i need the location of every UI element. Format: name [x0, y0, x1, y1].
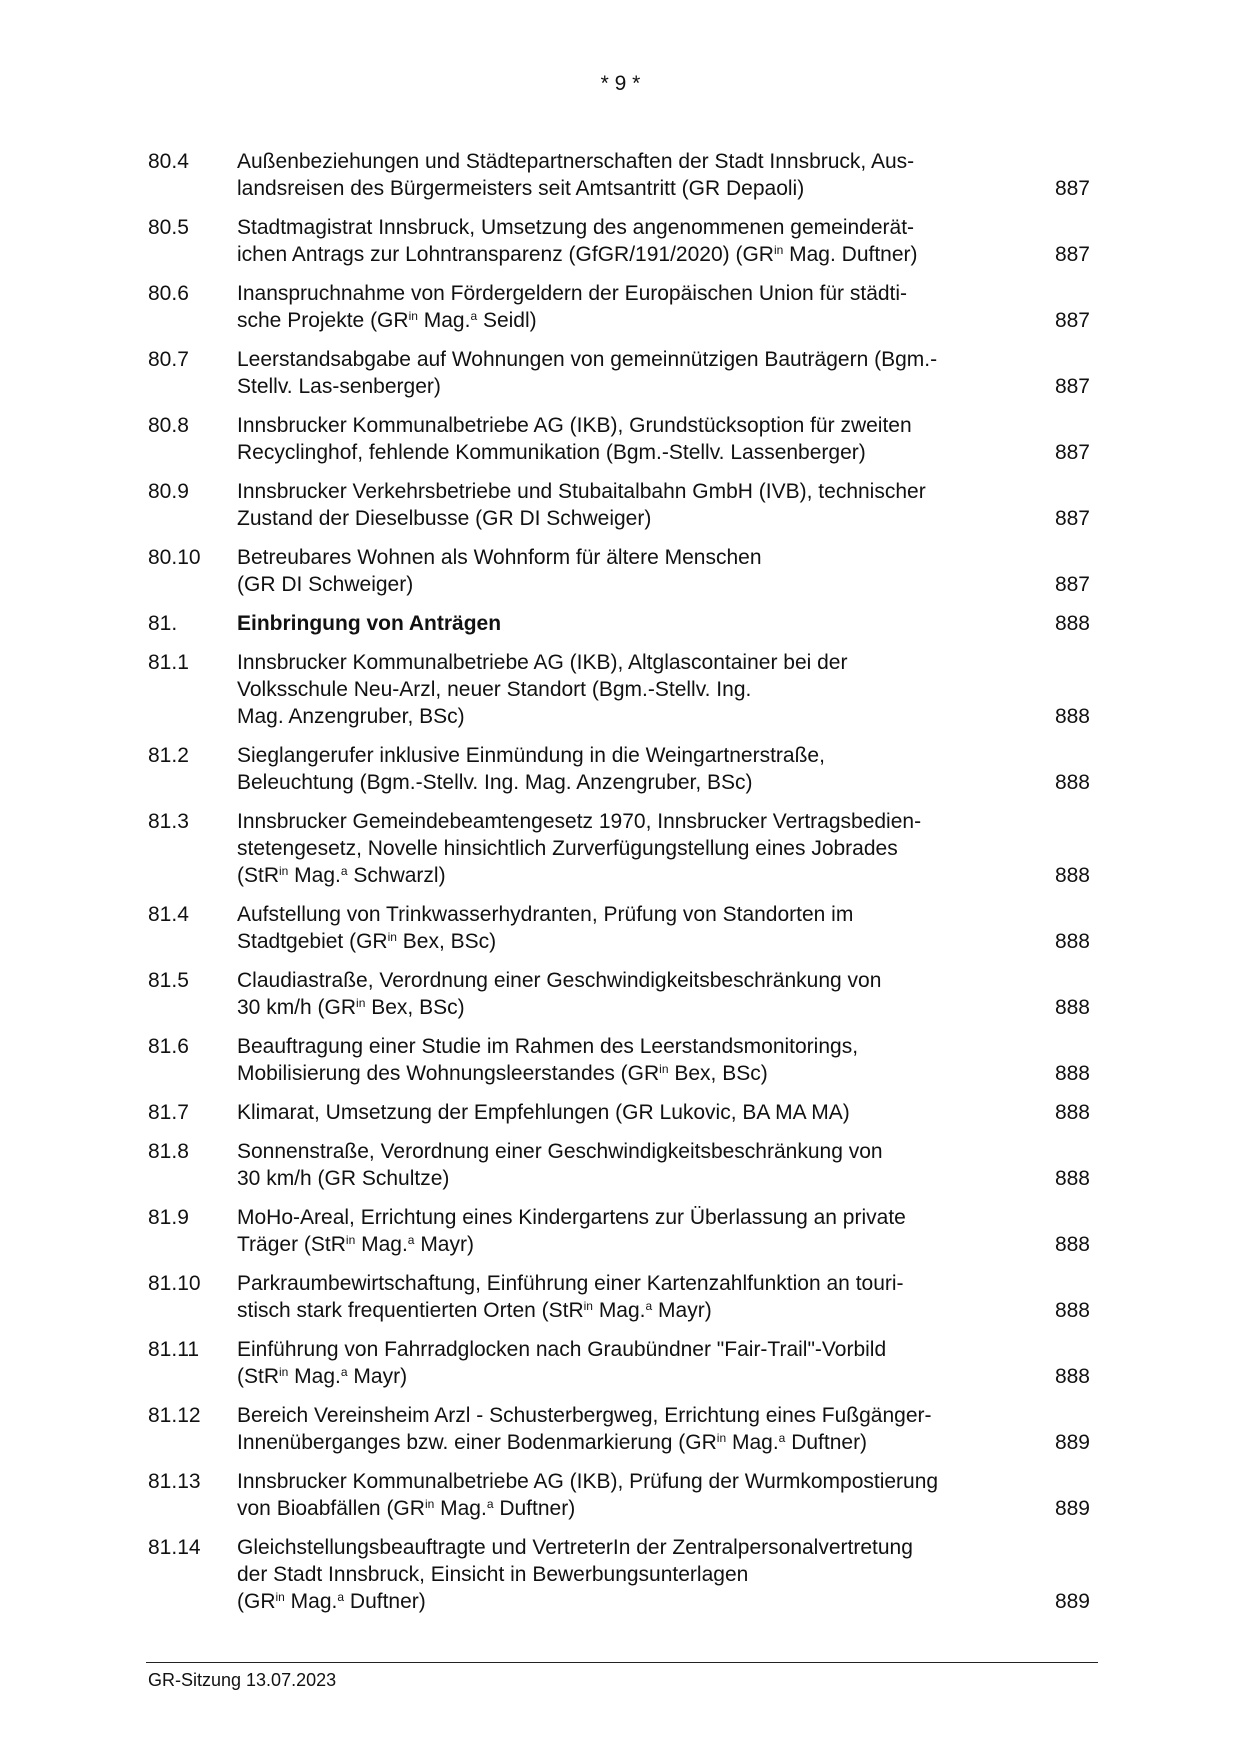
- title-superscript: a: [470, 309, 478, 323]
- toc-entry-title-line: [237, 808, 1030, 835]
- title-text: MoHo-Areal, Errichtung eines Kindergartens zur Überlassung an private: [237, 1206, 906, 1229]
- toc-entry-title-line: [237, 505, 1030, 532]
- toc-entry-title-line: [237, 1270, 1030, 1297]
- title-text: Bex, BSc): [365, 996, 465, 1019]
- title-superscript: in: [773, 243, 784, 257]
- title-text: Beauftragung einer Studie im Rahmen des Leerstandsmonitorings,: [237, 1035, 859, 1058]
- title-text: Mag.: [284, 1590, 338, 1613]
- title-text: Leerstandsabgabe auf Wohnungen von gemeinnützigen Bauträgern (Bgm.-: [237, 348, 938, 371]
- table-of-contents: [148, 148, 1090, 1627]
- toc-entry-title-line: [237, 1534, 1030, 1561]
- toc-entry-number: 81.4: [148, 903, 189, 926]
- toc-entry-title-line: [237, 373, 1030, 400]
- toc-entry-title-line: [237, 478, 1030, 505]
- title-text: Mayr): [414, 1233, 474, 1256]
- toc-entry-number: 80.8: [148, 414, 189, 437]
- toc-entry: [148, 1534, 1090, 1615]
- title-text: Bex, BSc): [668, 1062, 768, 1085]
- title-superscript: in: [424, 1497, 435, 1511]
- toc-entry-title: [237, 967, 1030, 1021]
- title-text: Beleuchtung (Bgm.-Stellv. Ing. Mag. Anzengruber, BSc): [237, 771, 753, 794]
- toc-entry-title-line: [237, 1099, 1030, 1126]
- toc-entry-title: [237, 1099, 1030, 1126]
- title-text: (GR: [237, 1590, 276, 1613]
- title-text: Mag.: [726, 1431, 779, 1454]
- toc-entry-title: [237, 478, 1030, 532]
- toc-entry-page: 888: [1054, 1365, 1090, 1388]
- toc-entry-number: 81.7: [148, 1101, 189, 1124]
- toc-entry-title-line: [237, 1429, 1030, 1456]
- toc-entry-page: 887: [1054, 243, 1090, 266]
- toc-entry-title: [237, 1033, 1030, 1087]
- toc-entry-title-line: [237, 1138, 1030, 1165]
- toc-entry-page: 888: [1054, 864, 1090, 887]
- toc-entry-title-line: [237, 241, 1030, 268]
- title-text: Innsbrucker Gemeindebeamtengesetz 1970, Innsbrucker Vertragsbedien-: [237, 810, 922, 833]
- toc-entry-title-line: [237, 862, 1030, 889]
- toc-entry-title-line: [237, 901, 1030, 928]
- title-text: (StR: [237, 864, 279, 887]
- title-text: stisch stark frequentierten Orten (StR: [237, 1299, 584, 1322]
- toc-entry: [148, 967, 1090, 1021]
- toc-entry-title: [237, 1336, 1030, 1390]
- toc-entry-title-line: [237, 742, 1030, 769]
- title-superscript: in: [275, 1590, 285, 1604]
- toc-entry-title-line: [237, 649, 1030, 676]
- title-text: Mag. Duftner): [783, 243, 918, 266]
- toc-entry-page: 888: [1054, 996, 1090, 1019]
- title-text: Claudiastraße, Verordnung einer Geschwindigkeitsbeschränkung von: [237, 969, 882, 992]
- title-text: Duftner): [493, 1497, 576, 1520]
- title-text: Stellv. Las-senberger): [237, 375, 441, 398]
- toc-entry-page: 888: [1054, 1062, 1090, 1085]
- toc-entry-title-line: [237, 1468, 1030, 1495]
- title-superscript: in: [356, 996, 366, 1010]
- toc-entry-title-line: [237, 307, 1030, 334]
- toc-entry-title-line: [237, 148, 1030, 175]
- toc-entry-title-line: [237, 280, 1030, 307]
- toc-entry-page: 887: [1054, 573, 1090, 596]
- toc-entry-title-line: [237, 439, 1030, 466]
- title-text: Zustand der Dieselbusse (GR DI Schweiger): [237, 507, 652, 530]
- toc-entry-title-line: [237, 928, 1030, 955]
- toc-entry-page: 889: [1054, 1590, 1090, 1613]
- toc-entry-page: 888: [1054, 612, 1090, 635]
- title-superscript: a: [645, 1299, 653, 1313]
- title-text: Innenüberganges bzw. einer Bodenmarkierung (GR: [237, 1431, 717, 1454]
- title-text: Einführung von Fahrradglocken nach Graubündner "Fair-Trail"-Vorbild: [237, 1338, 887, 1361]
- toc-entry: [148, 544, 1090, 598]
- toc-entry-title-line: [237, 1060, 1030, 1087]
- footer-session-date: GR-Sitzung 13.07.2023: [148, 1670, 337, 1690]
- title-text: Betreubares Wohnen als Wohnform für ältere Menschen: [237, 546, 762, 569]
- toc-entry-title: [237, 901, 1030, 955]
- title-text: Bereich Vereinsheim Arzl - Schusterbergweg, Errichtung eines Fußgänger-: [237, 1404, 932, 1427]
- title-text: Mag.: [288, 1365, 341, 1388]
- toc-entry-title: [237, 742, 1030, 796]
- title-text: Aufstellung von Trinkwasserhydranten, Prüfung von Standorten im: [237, 903, 854, 926]
- title-text: Träger (StR: [237, 1233, 346, 1256]
- title-text: Mag.: [288, 864, 341, 887]
- toc-entry-title: [237, 1138, 1030, 1192]
- toc-entry-number: 81.12: [148, 1404, 201, 1427]
- toc-entry-page: 888: [1054, 1233, 1090, 1256]
- toc-entry-title-line: [237, 214, 1030, 241]
- title-superscript: a: [407, 1233, 415, 1247]
- toc-entry: [148, 478, 1090, 532]
- toc-entry-number: 80.10: [148, 546, 201, 569]
- title-text: Gleichstellungsbeauftragte und VertreterIn der Zentralpersonalvertretung: [237, 1536, 913, 1559]
- toc-entry-title-line: [237, 571, 1030, 598]
- toc-entry-number: 80.7: [148, 348, 189, 371]
- toc-entry-title: [237, 148, 1030, 202]
- toc-entry-number: 80.6: [148, 282, 189, 305]
- toc-entry-number: 81.: [148, 612, 178, 635]
- title-superscript: a: [486, 1497, 494, 1511]
- title-text: Klimarat, Umsetzung der Empfehlungen (GR Lukovic, BA MA MA): [237, 1101, 850, 1124]
- toc-entry-title: [237, 808, 1030, 889]
- title-superscript: a: [340, 864, 348, 878]
- toc-entry: [148, 649, 1090, 730]
- title-text: von Bioabfällen (GR: [237, 1497, 425, 1520]
- title-text: Mobilisierung des Wohnungsleerstandes (GR: [237, 1062, 660, 1085]
- page-number: * 9 *: [600, 72, 641, 95]
- title-text: sche Projekte (GR: [237, 309, 409, 332]
- title-text: Innsbrucker Kommunalbetriebe AG (IKB), Prüfung der Wurmkompostierung: [237, 1470, 939, 1493]
- toc-entry-title-line: [237, 544, 1030, 571]
- title-text: der Stadt Innsbruck, Einsicht in Bewerbungsunterlagen: [237, 1563, 749, 1586]
- toc-entry-number: 81.13: [148, 1470, 201, 1493]
- toc-entry-number: 81.11: [148, 1338, 199, 1361]
- toc-entry-page: 887: [1054, 441, 1090, 464]
- toc-entry-title: [237, 346, 1030, 400]
- toc-entry-number: 81.2: [148, 744, 189, 767]
- toc-entry-title-line: [237, 676, 1030, 703]
- title-text: 30 km/h (GR: [237, 996, 357, 1019]
- toc-entry-number: 81.9: [148, 1206, 189, 1229]
- title-text: Seidl): [477, 309, 537, 332]
- title-superscript: a: [340, 1365, 348, 1379]
- toc-entry-page: 888: [1054, 1167, 1090, 1190]
- toc-entry-title: [237, 214, 1030, 268]
- toc-entry-title-line: [237, 1297, 1030, 1324]
- toc-entry-title-line: [237, 1204, 1030, 1231]
- toc-entry-title-line: [237, 835, 1030, 862]
- title-text: Mag. Anzengruber, BSc): [237, 705, 465, 728]
- title-text: Sieglangerufer inklusive Einmündung in die Weingartnerstraße,: [237, 744, 825, 767]
- title-text: Schwarzl): [347, 864, 446, 887]
- title-superscript: in: [387, 930, 397, 944]
- toc-entry: [148, 1336, 1090, 1390]
- toc-entry-title: [237, 544, 1030, 598]
- title-text: Mag.: [417, 309, 471, 332]
- toc-entry-title: [237, 610, 1030, 637]
- title-text: Inanspruchnahme von Fördergeldern der Europäischen Union für städti-: [237, 282, 908, 305]
- toc-entry: [148, 412, 1090, 466]
- toc-entry-number: 81.14: [148, 1536, 201, 1559]
- toc-entry-title: [237, 412, 1030, 466]
- toc-entry-number: 80.9: [148, 480, 189, 503]
- toc-entry-title-line: [237, 769, 1030, 796]
- toc-entry-number: 81.1: [148, 651, 189, 674]
- toc-entry-title-line: [237, 1231, 1030, 1258]
- title-text: ichen Antrags zur Lohntransparenz (GfGR/191/2020) (GR: [237, 243, 774, 266]
- title-text: Mag.: [592, 1299, 646, 1322]
- title-superscript: in: [716, 1431, 727, 1445]
- toc-entry: [148, 1138, 1090, 1192]
- toc-entry-title-line: [237, 1363, 1030, 1390]
- title-superscript: in: [408, 309, 418, 323]
- toc-entry-title-line: [237, 1588, 1030, 1615]
- toc-entry-page: 888: [1054, 771, 1090, 794]
- title-text: Mayr): [347, 1365, 408, 1388]
- toc-entry-number: 81.10: [148, 1272, 201, 1295]
- title-text: Stadtgebiet (GR: [237, 930, 388, 953]
- title-superscript: in: [279, 864, 289, 878]
- toc-entry-page: 888: [1054, 930, 1090, 953]
- toc-entry-page: 887: [1054, 375, 1090, 398]
- title-text: Stadtmagistrat Innsbruck, Umsetzung des angenommenen gemeinderät-: [237, 216, 915, 239]
- title-text: landsreisen des Bürgermeisters seit Amtsantritt (GR Depaoli): [237, 177, 805, 200]
- title-text: stetengesetz, Novelle hinsichtlich Zurverfügungstellung eines Jobrades: [237, 837, 898, 860]
- toc-entry-page: 887: [1054, 507, 1090, 530]
- title-text: (GR DI Schweiger): [237, 573, 414, 596]
- title-text: Volksschule Neu-Arzl, neuer Standort (Bgm.-Stellv. Ing.: [237, 678, 752, 701]
- toc-entry-title-line: [237, 1402, 1030, 1429]
- toc-entry-page: 889: [1054, 1431, 1090, 1454]
- toc-entry-number: 80.5: [148, 216, 189, 239]
- toc-entry-page: 888: [1054, 1101, 1090, 1124]
- title-text: Bex, BSc): [396, 930, 497, 953]
- title-text: Duftner): [344, 1590, 426, 1613]
- toc-entry-title-line: [237, 703, 1030, 730]
- title-text: Recyclinghof, fehlende Kommunikation (Bgm.-Stellv. Lassenberger): [237, 441, 866, 464]
- toc-entry: [148, 1099, 1090, 1126]
- title-text: Außenbeziehungen und Städtepartnerschaften der Stadt Innsbruck, Aus-: [237, 150, 915, 173]
- title-text: Mag.: [355, 1233, 408, 1256]
- title-text: Innsbrucker Kommunalbetriebe AG (IKB), Grundstücksoption für zweiten: [237, 414, 912, 437]
- title-text: Sonnenstraße, Verordnung einer Geschwindigkeitsbeschränkung von: [237, 1140, 883, 1163]
- title-superscript: a: [778, 1431, 786, 1445]
- toc-entry-page: 888: [1054, 705, 1090, 728]
- title-superscript: in: [659, 1062, 669, 1076]
- title-text: Parkraumbewirtschaftung, Einführung einer Kartenzahlfunktion an touri-: [237, 1272, 904, 1295]
- toc-entry-title: [237, 1402, 1030, 1456]
- toc-entry: [148, 1402, 1090, 1456]
- toc-entry-title: [237, 1204, 1030, 1258]
- toc-entry: [148, 1270, 1090, 1324]
- toc-entry-page: 887: [1054, 309, 1090, 332]
- title-superscript: in: [345, 1233, 356, 1247]
- title-text: 30 km/h (GR Schultze): [237, 1167, 450, 1190]
- toc-entry: [148, 742, 1090, 796]
- toc-entry: [148, 1204, 1090, 1258]
- toc-entry-title: [237, 1270, 1030, 1324]
- toc-entry-title-line: [237, 967, 1030, 994]
- toc-entry-title-line: [237, 994, 1030, 1021]
- title-text: Einbringung von Anträgen: [237, 612, 502, 635]
- toc-entry: [148, 346, 1090, 400]
- toc-entry: [148, 808, 1090, 889]
- toc-entry: [148, 1033, 1090, 1087]
- toc-entry-number: 81.5: [148, 969, 189, 992]
- title-text: Mayr): [652, 1299, 712, 1322]
- toc-entry-title-line: [237, 1165, 1030, 1192]
- toc-entry-title: [237, 1534, 1030, 1615]
- title-text: Duftner): [785, 1431, 868, 1454]
- toc-entry-title-line: [237, 175, 1030, 202]
- toc-entry-page: 889: [1054, 1497, 1090, 1520]
- toc-entry-title: [237, 280, 1030, 334]
- title-text: Innsbrucker Kommunalbetriebe AG (IKB), Altglascontainer bei der: [237, 651, 848, 674]
- toc-entry-title-line: [237, 1561, 1030, 1588]
- toc-entry-title: [237, 649, 1030, 730]
- toc-entry: [148, 214, 1090, 268]
- toc-entry-number: 81.3: [148, 810, 189, 833]
- toc-entry-title-line: [237, 412, 1030, 439]
- title-text: Innsbrucker Verkehrsbetriebe und Stubaitalbahn GmbH (IVB), technischer: [237, 480, 926, 503]
- footer-divider: [146, 1662, 1098, 1663]
- toc-entry-page: 888: [1054, 1299, 1090, 1322]
- toc-entry-title-line: [237, 1336, 1030, 1363]
- toc-entry-number: 81.6: [148, 1035, 189, 1058]
- toc-entry: [148, 901, 1090, 955]
- toc-entry-page: 887: [1054, 177, 1090, 200]
- toc-entry-number: 81.8: [148, 1140, 189, 1163]
- toc-entry: [148, 610, 1090, 637]
- toc-entry: [148, 148, 1090, 202]
- toc-entry-number: 80.4: [148, 150, 189, 173]
- toc-entry: [148, 1468, 1090, 1522]
- toc-entry: [148, 280, 1090, 334]
- title-text: Mag.: [434, 1497, 487, 1520]
- toc-entry-title-line: [237, 346, 1030, 373]
- toc-entry-title-line: [237, 1495, 1030, 1522]
- title-superscript: in: [279, 1365, 289, 1379]
- title-superscript: in: [583, 1299, 593, 1313]
- title-text: (StR: [237, 1365, 279, 1388]
- title-superscript: a: [337, 1590, 345, 1604]
- toc-entry-title: [237, 1468, 1030, 1522]
- toc-entry-title-line: [237, 610, 1030, 637]
- toc-entry-title-line: [237, 1033, 1030, 1060]
